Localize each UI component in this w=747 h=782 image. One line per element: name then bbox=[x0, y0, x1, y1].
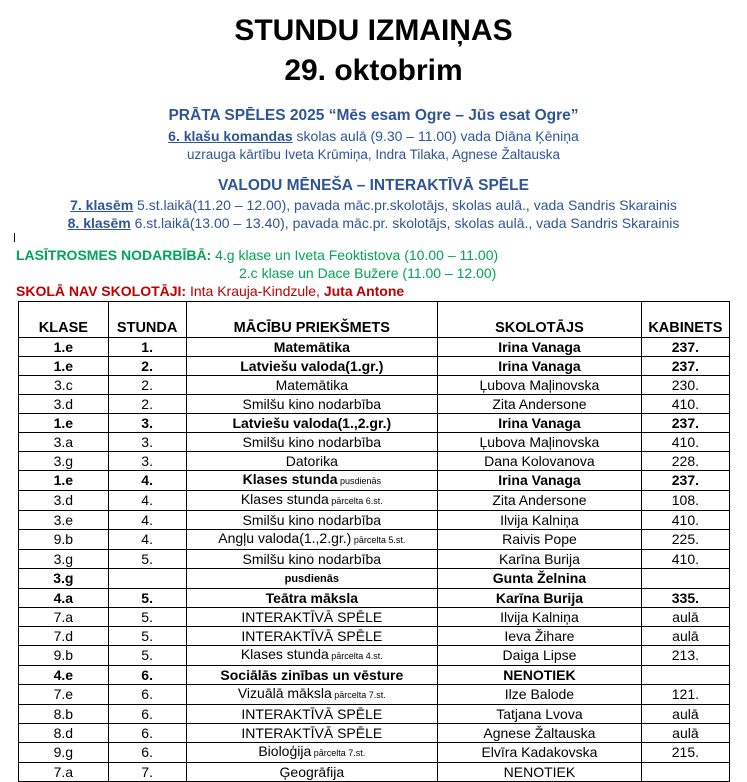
cell-prieksmets bbox=[186, 589, 438, 608]
cell-kabinets: 237. bbox=[641, 338, 729, 357]
table-row bbox=[19, 338, 730, 357]
table-row bbox=[19, 705, 730, 724]
cell-klase: 4.a bbox=[19, 589, 109, 608]
subject-note: pusdienās bbox=[284, 573, 340, 585]
cell-skolotajs: Ieva Žihare bbox=[438, 627, 642, 646]
table-row bbox=[19, 452, 730, 471]
lasitprasmes-label: LASĪTROSMES NODARBĪBĀ: bbox=[16, 247, 212, 263]
cell-stunda: 4. bbox=[108, 491, 186, 511]
no-teachers-names: Inta Krauja-Kindzule, bbox=[186, 283, 324, 299]
cell-prieksmets bbox=[186, 666, 438, 685]
table-row bbox=[19, 376, 730, 395]
cursor-mark bbox=[14, 233, 15, 242]
cell-skolotajs: Raivis Pope bbox=[438, 530, 642, 550]
cell-klase: 3.d bbox=[19, 395, 109, 414]
cell-kabinets: 228. bbox=[641, 452, 729, 471]
table-row bbox=[19, 357, 730, 376]
header-kabinets: KABINETS bbox=[641, 302, 729, 338]
table-row bbox=[19, 433, 730, 452]
subject-text: Smilšu kino nodarbība bbox=[242, 395, 382, 412]
table-row bbox=[19, 743, 730, 763]
cell-kabinets: 410. bbox=[641, 550, 729, 569]
lasitprasmes-line-2: 2.c klase un Dace Bužere (11.00 – 12.00) bbox=[239, 265, 497, 281]
cell-kabinets: aulā bbox=[641, 608, 729, 627]
subject-text: Klases stunda bbox=[242, 471, 338, 487]
subject-note: pārcelta 7.st. bbox=[331, 690, 386, 700]
subject-note: pusdienās bbox=[337, 476, 382, 486]
cell-kabinets: 230. bbox=[641, 376, 729, 395]
cell-kabinets: 225. bbox=[641, 530, 729, 550]
cell-stunda: 4. bbox=[108, 471, 186, 491]
table-row bbox=[19, 471, 730, 491]
cell-skolotajs: Ilvija Kalniņa bbox=[438, 511, 642, 530]
cell-prieksmets bbox=[186, 569, 438, 589]
table-row bbox=[19, 608, 730, 627]
cell-klase: 3.g bbox=[19, 550, 109, 569]
cell-stunda bbox=[108, 569, 186, 589]
lasitprasmes-line-1 bbox=[16, 247, 498, 264]
cell-stunda: 6. bbox=[108, 705, 186, 724]
cell-stunda: 3. bbox=[108, 433, 186, 452]
table-row bbox=[19, 530, 730, 550]
cell-skolotajs: Tatjana Lvova bbox=[438, 705, 642, 724]
cell-klase: 3.a bbox=[19, 433, 109, 452]
subject-text: Angļu valoda(1.,2.gr.) bbox=[218, 530, 352, 546]
cell-skolotajs: Irina Vanaga bbox=[438, 471, 642, 491]
header-prieksmets: MĀCĪBU PRIEKŠMETS bbox=[186, 302, 438, 338]
cell-kabinets: 410. bbox=[641, 395, 729, 414]
valodu-line-1 bbox=[0, 197, 747, 214]
subject-text: Smilšu kino nodarbība bbox=[242, 511, 382, 528]
table-row bbox=[19, 763, 730, 782]
cell-klase: 1.e bbox=[19, 338, 109, 357]
cell-prieksmets bbox=[186, 550, 438, 569]
cell-kabinets: 410. bbox=[641, 433, 729, 452]
cell-prieksmets bbox=[186, 376, 438, 395]
subject-note: pārcelta 6.st. bbox=[328, 496, 383, 506]
page-title: STUNDU IZMAIŅAS bbox=[234, 14, 513, 47]
cell-kabinets: 335. bbox=[641, 589, 729, 608]
cell-skolotajs: Zita Andersone bbox=[438, 395, 642, 414]
subject-text: Klases stunda bbox=[240, 491, 329, 507]
cell-stunda: 2. bbox=[108, 395, 186, 414]
subject-text: INTERAKTĪVĀ SPĒLE bbox=[241, 608, 383, 625]
page-date: 29. oktobrim bbox=[284, 54, 463, 87]
cell-klase: 3.g bbox=[19, 452, 109, 471]
cell-stunda: 3. bbox=[108, 414, 186, 433]
cell-klase: 9.b bbox=[19, 530, 109, 550]
cell-klase: 1.e bbox=[19, 414, 109, 433]
cell-skolotajs: Ilze Balode bbox=[438, 685, 642, 705]
cell-skolotajs: Karīna Burija bbox=[438, 589, 642, 608]
prata-line-1 bbox=[0, 128, 747, 145]
subject-text: INTERAKTĪVĀ SPĒLE bbox=[241, 627, 383, 644]
subject-note: pārcelta 7.st. bbox=[311, 748, 366, 758]
cell-skolotajs: Irina Vanaga bbox=[438, 414, 642, 433]
cell-kabinets: 215. bbox=[641, 743, 729, 763]
subject-note: pārcelta 4.st. bbox=[328, 651, 383, 661]
cell-prieksmets bbox=[186, 395, 438, 414]
cell-klase: 3.d bbox=[19, 491, 109, 511]
cell-prieksmets bbox=[186, 491, 438, 511]
cell-kabinets: aulā bbox=[641, 724, 729, 743]
subject-text: Matemātika bbox=[273, 338, 350, 355]
cell-skolotajs: Karīna Burija bbox=[438, 550, 642, 569]
cell-stunda: 7. bbox=[108, 763, 186, 782]
cell-stunda: 6. bbox=[108, 685, 186, 705]
cell-kabinets: 213. bbox=[641, 646, 729, 666]
cell-klase: 7.a bbox=[19, 763, 109, 782]
valodu-line-2 bbox=[0, 215, 747, 232]
subject-text: Latviešu valoda(1.gr.) bbox=[240, 357, 384, 374]
table-row bbox=[19, 511, 730, 530]
cell-kabinets: 108. bbox=[641, 491, 729, 511]
cell-prieksmets bbox=[186, 338, 438, 357]
table-row bbox=[19, 666, 730, 685]
cell-kabinets bbox=[641, 763, 729, 782]
cell-skolotajs: Ilvija Kalniņa bbox=[438, 608, 642, 627]
cell-prieksmets bbox=[186, 414, 438, 433]
table-row bbox=[19, 395, 730, 414]
table-row bbox=[19, 589, 730, 608]
table-row bbox=[19, 724, 730, 743]
cell-kabinets: 121. bbox=[641, 685, 729, 705]
cell-kabinets: aulā bbox=[641, 705, 729, 724]
prata-heading: PRĀTA SPĒLES 2025 “Mēs esam Ogre – Jūs esat Ogre” bbox=[168, 107, 579, 124]
valodu-group-8: 8. klasēm bbox=[67, 215, 131, 231]
valodu-group-7: 7. klasēm bbox=[70, 197, 134, 213]
cell-klase: 3.g bbox=[19, 569, 109, 589]
cell-skolotajs: NENOTIEK bbox=[438, 763, 642, 782]
table-row bbox=[19, 685, 730, 705]
cell-stunda: 2. bbox=[108, 376, 186, 395]
schedule-table bbox=[18, 301, 730, 782]
cell-prieksmets bbox=[186, 511, 438, 530]
cell-skolotajs: Agnese Žaltauska bbox=[438, 724, 642, 743]
subject-text: Latviešu valoda(1.,2.gr.) bbox=[232, 414, 392, 431]
cell-stunda: 5. bbox=[108, 627, 186, 646]
valodu-heading: VALODU MĒNEŠA – INTERAKTĪVĀ SPĒLE bbox=[218, 177, 529, 194]
table-header-row bbox=[19, 302, 730, 338]
cell-prieksmets bbox=[186, 646, 438, 666]
cell-skolotajs: Zita Andersone bbox=[438, 491, 642, 511]
cell-skolotajs: Ļubova Maļinovska bbox=[438, 433, 642, 452]
cell-kabinets: 237. bbox=[641, 414, 729, 433]
no-teachers-label: SKOLĀ NAV SKOLOTĀJI: bbox=[16, 283, 187, 299]
valodu-details-7: 5.st.laikā(11.20 – 12.00), pavada māc.pr.skolotājs, skolas aulā., vada Sandris Skarainis bbox=[133, 197, 677, 213]
cell-skolotajs: Gunta Želnina bbox=[438, 569, 642, 589]
cell-skolotajs: Irina Vanaga bbox=[438, 338, 642, 357]
cell-stunda: 5. bbox=[108, 646, 186, 666]
cell-stunda: 6. bbox=[108, 666, 186, 685]
cell-prieksmets bbox=[186, 530, 438, 550]
subject-text: Smilšu kino nodarbība bbox=[242, 433, 382, 450]
no-teachers-line bbox=[16, 283, 404, 300]
lasitprasmes-detail-1: 4.g klase un Iveta Feoktistova (10.00 – 11.00) bbox=[211, 247, 499, 263]
subject-text: Vizuālā māksla bbox=[237, 685, 332, 701]
table-row bbox=[19, 491, 730, 511]
table-row bbox=[19, 646, 730, 666]
cell-klase: 7.d bbox=[19, 627, 109, 646]
cell-stunda: 4. bbox=[108, 530, 186, 550]
cell-prieksmets bbox=[186, 627, 438, 646]
subject-text: Ģeogrāfija bbox=[279, 763, 345, 780]
cell-klase: 8.d bbox=[19, 724, 109, 743]
cell-stunda: 5. bbox=[108, 608, 186, 627]
cell-klase: 1.e bbox=[19, 357, 109, 376]
header-klase: KLASE bbox=[19, 302, 109, 338]
cell-prieksmets bbox=[186, 743, 438, 763]
cell-skolotajs: NENOTIEK bbox=[438, 666, 642, 685]
cell-prieksmets bbox=[186, 685, 438, 705]
no-teachers-name-bold: Juta Antone bbox=[323, 283, 405, 299]
cell-kabinets: 237. bbox=[641, 357, 729, 376]
table-row bbox=[19, 550, 730, 569]
cell-prieksmets bbox=[186, 705, 438, 724]
table-row bbox=[19, 627, 730, 646]
cell-stunda: 6. bbox=[108, 724, 186, 743]
cell-kabinets: 237. bbox=[641, 471, 729, 491]
table-row bbox=[19, 569, 730, 589]
cell-kabinets: 410. bbox=[641, 511, 729, 530]
cell-stunda: 4. bbox=[108, 511, 186, 530]
prata-details: skolas aulā (9.30 – 11.00) vada Diāna Ķēniņa bbox=[292, 128, 579, 144]
cell-stunda: 2. bbox=[108, 357, 186, 376]
cell-skolotajs: Irina Vanaga bbox=[438, 357, 642, 376]
cell-klase: 8.b bbox=[19, 705, 109, 724]
cell-prieksmets bbox=[186, 452, 438, 471]
cell-klase: 1.e bbox=[19, 471, 109, 491]
subject-text: Bioloģija bbox=[258, 743, 312, 759]
cell-stunda: 5. bbox=[108, 550, 186, 569]
table-row bbox=[19, 414, 730, 433]
subject-text: INTERAKTĪVĀ SPĒLE bbox=[241, 724, 383, 741]
subject-text: Matemātika bbox=[275, 376, 348, 393]
cell-prieksmets bbox=[186, 471, 438, 491]
subject-text: Datorika bbox=[285, 452, 338, 469]
cell-skolotajs: Elvīra Kadakovska bbox=[438, 743, 642, 763]
cell-prieksmets bbox=[186, 357, 438, 376]
subject-text: Smilšu kino nodarbība bbox=[242, 550, 382, 567]
cell-klase: 9.b bbox=[19, 646, 109, 666]
cell-skolotajs: Ļubova Maļinovska bbox=[438, 376, 642, 395]
cell-klase: 3.e bbox=[19, 511, 109, 530]
cell-stunda: 6. bbox=[108, 743, 186, 763]
cell-kabinets: aulā bbox=[641, 627, 729, 646]
header-skolotajs: SKOLOTĀJS bbox=[438, 302, 642, 338]
prata-line-2: uzrauga kārtību Iveta Krūmiņa, Indra Tilaka, Agnese Žaltauska bbox=[187, 147, 560, 162]
subject-text: INTERAKTĪVĀ SPĒLE bbox=[241, 705, 383, 722]
cell-prieksmets bbox=[186, 763, 438, 782]
cell-kabinets bbox=[641, 569, 729, 589]
cell-skolotajs: Dana Kolovanova bbox=[438, 452, 642, 471]
subject-text: Teātra māksla bbox=[265, 589, 358, 606]
cell-prieksmets bbox=[186, 608, 438, 627]
subject-text: Klases stunda bbox=[240, 646, 329, 662]
cell-klase: 4.e bbox=[19, 666, 109, 685]
cell-klase: 3.c bbox=[19, 376, 109, 395]
subject-text: Sociālās zinības un vēsture bbox=[220, 666, 404, 683]
cell-klase: 7.a bbox=[19, 608, 109, 627]
cell-skolotajs: Daiga Lipse bbox=[438, 646, 642, 666]
header-stunda: STUNDA bbox=[108, 302, 186, 338]
cell-klase: 9.g bbox=[19, 743, 109, 763]
cell-stunda: 5. bbox=[108, 589, 186, 608]
cell-stunda: 3. bbox=[108, 452, 186, 471]
cell-klase: 7.e bbox=[19, 685, 109, 705]
prata-group-label: 6. klašu komandas bbox=[168, 128, 293, 144]
subject-note: pārcelta 5.st. bbox=[351, 535, 406, 545]
cell-prieksmets bbox=[186, 724, 438, 743]
cell-prieksmets bbox=[186, 433, 438, 452]
table-body bbox=[19, 338, 730, 782]
cell-kabinets bbox=[641, 666, 729, 685]
valodu-details-8: 6.st.laikā(13.00 – 13.40), pavada māc.pr. skolotājs, skolas aulā., vada Sandris Skarainis bbox=[130, 215, 680, 231]
cell-stunda: 1. bbox=[108, 338, 186, 357]
